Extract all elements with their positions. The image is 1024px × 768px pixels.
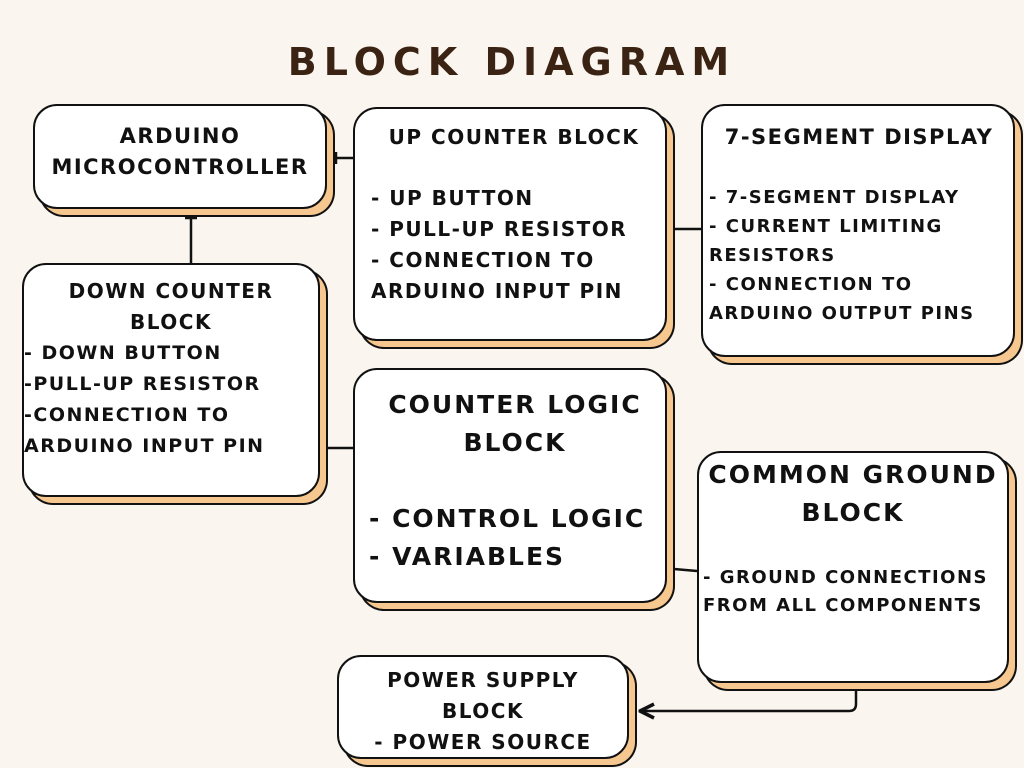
block-heading: ARDUINO bbox=[119, 124, 241, 148]
block-heading: DOWN COUNTER bbox=[68, 279, 274, 303]
list-item: - UP BUTTON bbox=[371, 186, 534, 210]
block-heading: BLOCK bbox=[442, 699, 524, 723]
list-item: - CURRENT LIMITING bbox=[709, 216, 943, 237]
arduino-microcontroller-block bbox=[33, 104, 327, 209]
block-heading: BLOCK bbox=[463, 428, 567, 457]
list-item: - PULL-UP RESISTOR bbox=[371, 217, 628, 241]
block-item-list bbox=[371, 183, 657, 307]
connector-logic-to-ground bbox=[674, 569, 697, 571]
power-supply-block bbox=[337, 655, 629, 759]
block-item-list bbox=[709, 183, 1009, 328]
list-item: ARDUINO OUTPUT PINS bbox=[709, 303, 975, 324]
list-item: - GROUND CONNECTIONS bbox=[703, 567, 989, 588]
list-item: RESISTORS bbox=[709, 245, 836, 266]
block-item-list bbox=[369, 500, 661, 576]
list-item: ARDUINO INPUT PIN bbox=[24, 435, 265, 457]
connector-ground-to-power bbox=[640, 690, 856, 711]
block-heading: - POWER SOURCE bbox=[374, 730, 592, 754]
block-item-list bbox=[703, 564, 1003, 620]
block-heading: MICROCONTROLLER bbox=[51, 155, 309, 179]
list-item: -PULL-UP RESISTOR bbox=[24, 373, 261, 395]
block-item-list bbox=[24, 338, 318, 462]
diagram-title: BLOCK DIAGRAM bbox=[287, 40, 737, 84]
block-heading: UP COUNTER BLOCK bbox=[388, 125, 640, 149]
block-heading: BLOCK bbox=[801, 498, 905, 527]
block-heading: COMMON GROUND bbox=[708, 460, 998, 489]
list-item: -CONNECTION TO bbox=[24, 404, 230, 426]
list-item: - CONNECTION TO bbox=[371, 248, 595, 272]
block-heading: 7-SEGMENT DISPLAY bbox=[724, 125, 994, 149]
seven-segment-display-block bbox=[701, 104, 1015, 357]
list-item: FROM ALL COMPONENTS bbox=[703, 595, 983, 616]
down-counter-block bbox=[22, 263, 320, 497]
block-heading: COUNTER LOGIC bbox=[388, 390, 642, 419]
common-ground-block bbox=[697, 451, 1009, 683]
list-item: - 7-SEGMENT DISPLAY bbox=[709, 187, 960, 208]
list-item: - DOWN BUTTON bbox=[24, 342, 222, 364]
list-item: ARDUINO INPUT PIN bbox=[371, 279, 623, 303]
counter-logic-block bbox=[353, 368, 667, 603]
block-heading: POWER SUPPLY bbox=[387, 668, 579, 692]
list-item: - CONTROL LOGIC bbox=[369, 504, 646, 533]
list-item: - VARIABLES bbox=[369, 542, 566, 571]
block-heading: BLOCK bbox=[130, 310, 212, 334]
list-item: - CONNECTION TO bbox=[709, 274, 913, 295]
up-counter-block bbox=[353, 107, 667, 341]
